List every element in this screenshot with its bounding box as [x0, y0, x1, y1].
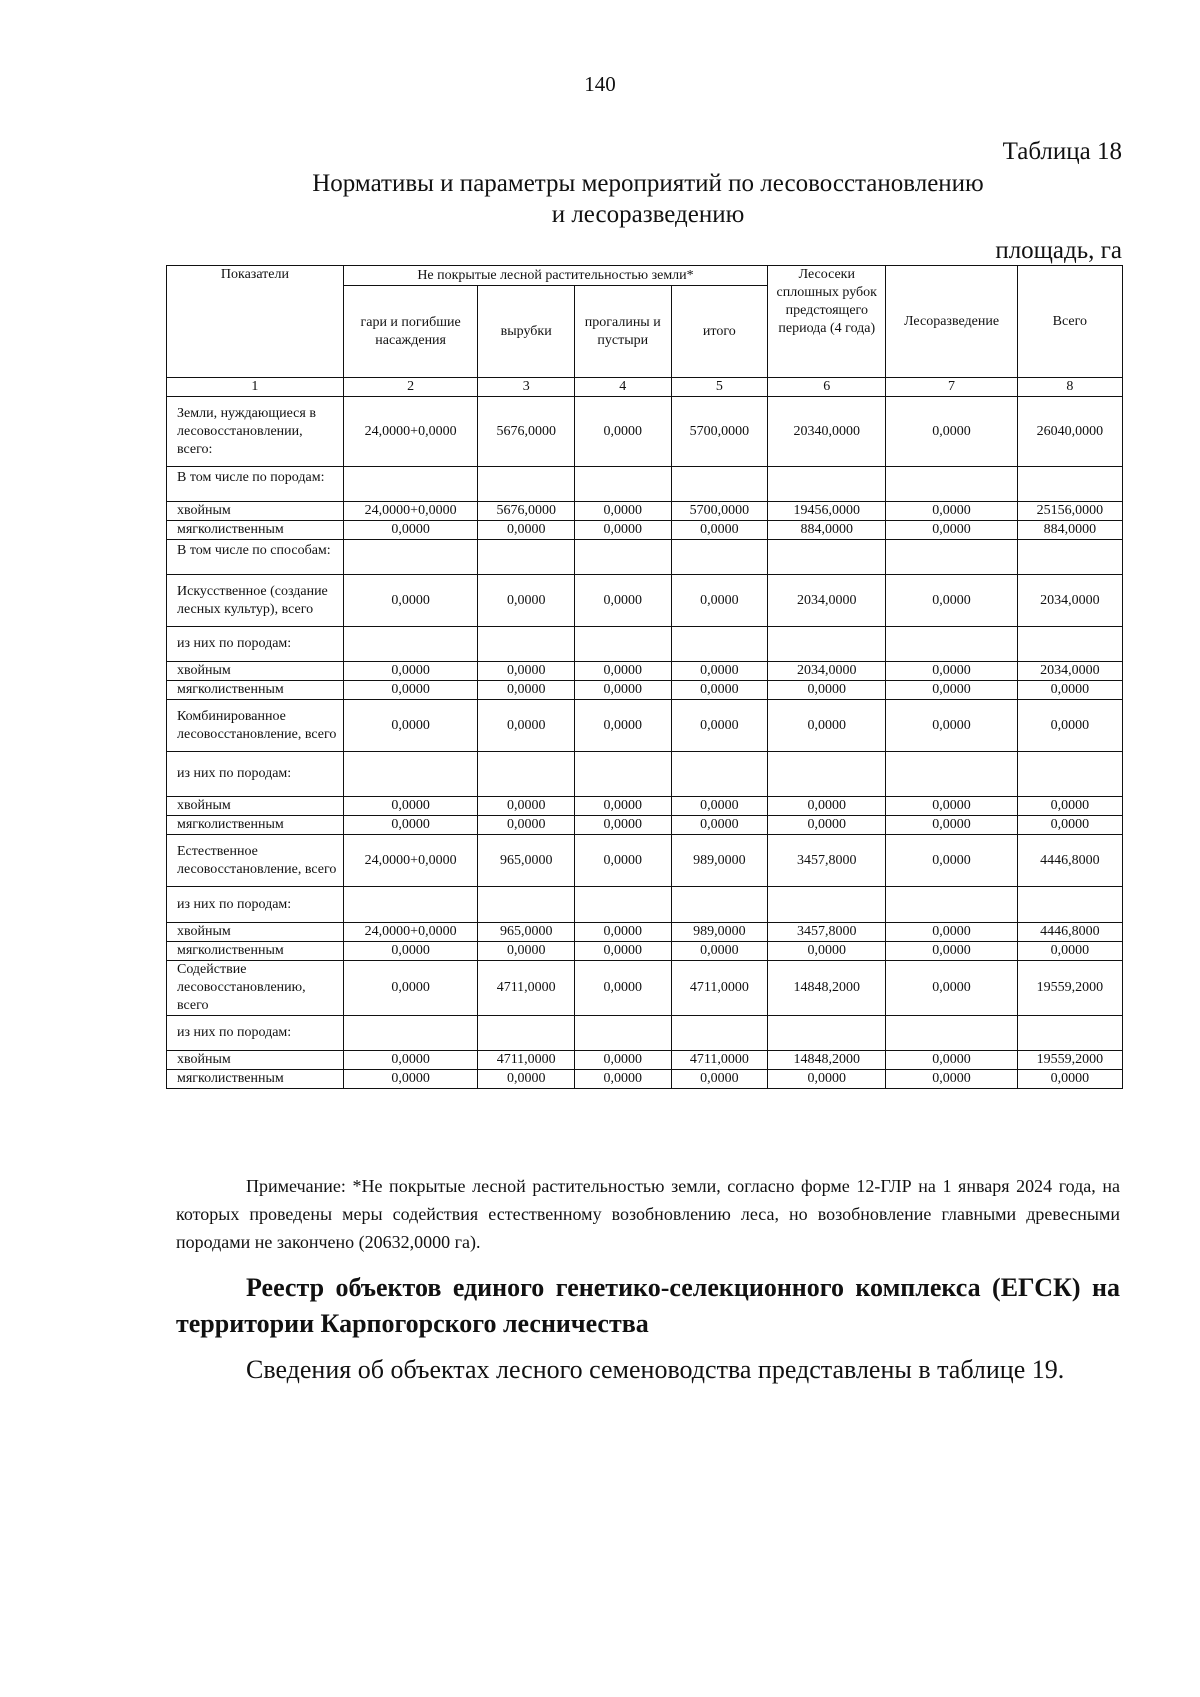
- page-number: 140: [584, 72, 616, 96]
- table-cell: 0,0000: [671, 1070, 768, 1089]
- row-label: из них по породам:: [167, 887, 344, 923]
- table-cell: [768, 627, 886, 662]
- table-cell: 0,0000: [671, 662, 768, 681]
- table-cell: 0,0000: [478, 797, 575, 816]
- table-cell: 0,0000: [343, 1070, 478, 1089]
- row-label: Содействие лесовосстановлению, всего: [167, 961, 344, 1016]
- header-grand-total: Всего: [1017, 266, 1122, 378]
- table-title-line-1: Нормативы и параметры мероприятий по лесовосстановлению: [312, 170, 984, 197]
- norms-table: [166, 265, 1123, 1089]
- table-cell: 0,0000: [886, 961, 1017, 1016]
- table-cell: [478, 627, 575, 662]
- table-cell: 19559,2000: [1017, 1051, 1122, 1070]
- table-cell: [343, 887, 478, 923]
- table-footnote: Примечание: *Не покрытые лесной растительностью земли, согласно форме 12-ГЛР на 1 января 2024 года, на которых проведены меры содействия естественному возобновлению леса, но возобновление главными древесными породами не закончено (20632,0000 га).: [176, 1176, 1120, 1252]
- table-cell: 0,0000: [478, 662, 575, 681]
- table-cell: [478, 887, 575, 923]
- table-cell: 0,0000: [478, 942, 575, 961]
- column-number: 5: [671, 378, 768, 397]
- column-number: 4: [574, 378, 671, 397]
- row-label: из них по породам:: [167, 752, 344, 797]
- row-label: мягколиственным: [167, 942, 344, 961]
- table-cell: [671, 627, 768, 662]
- table-cell: [1017, 540, 1122, 575]
- table-cell: 0,0000: [768, 700, 886, 752]
- table-cell: 0,0000: [343, 662, 478, 681]
- table-cell: [671, 467, 768, 502]
- table-row: [167, 575, 1123, 627]
- table-cell: 4711,0000: [671, 1051, 768, 1070]
- table-cell: 5676,0000: [478, 502, 575, 521]
- table-cell: 0,0000: [768, 797, 886, 816]
- table-cell: 14848,2000: [768, 1051, 886, 1070]
- table-cell: [343, 1016, 478, 1051]
- table-cell: [574, 887, 671, 923]
- table-cell: 989,0000: [671, 835, 768, 887]
- table-cell: 0,0000: [574, 397, 671, 467]
- table-cell: 0,0000: [574, 835, 671, 887]
- table-cell: 0,0000: [671, 575, 768, 627]
- table-cell: 0,0000: [886, 816, 1017, 835]
- body-paragraph: Сведения об объектах лесного семеноводства представлены в таблице 19.: [246, 1355, 1065, 1384]
- table-cell: [768, 540, 886, 575]
- row-label: мягколиственным: [167, 521, 344, 540]
- table-cell: [343, 467, 478, 502]
- table-cell: [478, 752, 575, 797]
- table-cell: 0,0000: [478, 700, 575, 752]
- table-cell: 884,0000: [768, 521, 886, 540]
- table-cell: 4711,0000: [478, 1051, 575, 1070]
- table-cell: 884,0000: [1017, 521, 1122, 540]
- table-cell: 0,0000: [886, 502, 1017, 521]
- table-title-line-2: и лесоразведению: [551, 201, 745, 228]
- table-row: [167, 397, 1123, 467]
- table-cell: [886, 1016, 1017, 1051]
- table-cell: 0,0000: [478, 816, 575, 835]
- table-cell: 0,0000: [886, 521, 1017, 540]
- column-number: 7: [886, 378, 1017, 397]
- table-cell: [1017, 887, 1122, 923]
- table-cell: 0,0000: [886, 797, 1017, 816]
- table-cell: 0,0000: [671, 942, 768, 961]
- header-clearcuts: вырубки: [478, 286, 575, 378]
- table-cell: [574, 467, 671, 502]
- row-label: хвойным: [167, 502, 344, 521]
- table-cell: 19559,2000: [1017, 961, 1122, 1016]
- table-row: [167, 662, 1123, 681]
- table-cell: 0,0000: [343, 797, 478, 816]
- row-label: хвойным: [167, 923, 344, 942]
- header-cutting-areas: Лесосеки сплошных рубок предстоящего периода (4 года): [768, 266, 886, 378]
- table-label: Таблица 18: [1002, 138, 1122, 165]
- table-cell: [343, 752, 478, 797]
- table-cell: 0,0000: [574, 816, 671, 835]
- table-row: [167, 942, 1123, 961]
- table-cell: 24,0000+0,0000: [343, 397, 478, 467]
- table-cell: 5700,0000: [671, 502, 768, 521]
- table-cell: 0,0000: [574, 961, 671, 1016]
- table-cell: [478, 1016, 575, 1051]
- table-cell: 0,0000: [343, 816, 478, 835]
- table-cell: 0,0000: [886, 397, 1017, 467]
- table-cell: [478, 540, 575, 575]
- table-cell: 989,0000: [671, 923, 768, 942]
- table-cell: [671, 540, 768, 575]
- table-cell: 965,0000: [478, 835, 575, 887]
- table-cell: 0,0000: [574, 575, 671, 627]
- table-cell: [768, 887, 886, 923]
- row-label: хвойным: [167, 797, 344, 816]
- column-number: 8: [1017, 378, 1122, 397]
- table-cell: 0,0000: [343, 681, 478, 700]
- table-cell: [671, 887, 768, 923]
- row-label: хвойным: [167, 662, 344, 681]
- table-cell: 19456,0000: [768, 502, 886, 521]
- table-cell: 2034,0000: [768, 662, 886, 681]
- table-row: [167, 467, 1123, 502]
- table-cell: 24,0000+0,0000: [343, 923, 478, 942]
- table-row: [167, 627, 1123, 662]
- header-afforestation: Лесоразведение: [886, 266, 1017, 378]
- table-row: [167, 923, 1123, 942]
- table-row: [167, 887, 1123, 923]
- table-cell: 0,0000: [1017, 700, 1122, 752]
- table-cell: 0,0000: [671, 816, 768, 835]
- table-row: [167, 752, 1123, 797]
- table-cell: 0,0000: [886, 923, 1017, 942]
- table-cell: [671, 1016, 768, 1051]
- table-cell: 25156,0000: [1017, 502, 1122, 521]
- unit-label: площадь, га: [995, 237, 1122, 264]
- table-cell: 24,0000+0,0000: [343, 835, 478, 887]
- table-cell: 0,0000: [1017, 942, 1122, 961]
- row-label: хвойным: [167, 1051, 344, 1070]
- table-cell: 0,0000: [886, 1051, 1017, 1070]
- table-cell: 0,0000: [574, 700, 671, 752]
- table-cell: 24,0000+0,0000: [343, 502, 478, 521]
- table-row: [167, 540, 1123, 575]
- table-cell: 4711,0000: [671, 961, 768, 1016]
- row-label: Земли, нуждающиеся в лесовосстановлении, всего:: [167, 397, 344, 467]
- table-cell: 0,0000: [671, 797, 768, 816]
- row-label: В том числе по породам:: [167, 467, 344, 502]
- table-cell: 0,0000: [671, 700, 768, 752]
- table-cell: 0,0000: [343, 700, 478, 752]
- table-cell: 0,0000: [343, 961, 478, 1016]
- table-cell: 5700,0000: [671, 397, 768, 467]
- column-number: 1: [167, 378, 344, 397]
- table-cell: 0,0000: [1017, 797, 1122, 816]
- table-cell: 0,0000: [478, 521, 575, 540]
- column-number: 6: [768, 378, 886, 397]
- table-cell: 0,0000: [886, 835, 1017, 887]
- table-row: [167, 835, 1123, 887]
- table-cell: [1017, 752, 1122, 797]
- table-row: [167, 700, 1123, 752]
- table-cell: 4446,8000: [1017, 923, 1122, 942]
- table-cell: 0,0000: [1017, 816, 1122, 835]
- table-cell: 2034,0000: [768, 575, 886, 627]
- table-cell: 0,0000: [343, 521, 478, 540]
- table-cell: 3457,8000: [768, 835, 886, 887]
- column-number: 2: [343, 378, 478, 397]
- row-label: Комбинированное лесовосстановление, всего: [167, 700, 344, 752]
- table-cell: [574, 752, 671, 797]
- header-burned: гари и погибшие насаждения: [343, 286, 478, 378]
- table-cell: [574, 1016, 671, 1051]
- table-cell: 0,0000: [886, 700, 1017, 752]
- table-cell: [886, 540, 1017, 575]
- table-cell: [1017, 1016, 1122, 1051]
- table-cell: 0,0000: [574, 942, 671, 961]
- table-cell: 0,0000: [886, 942, 1017, 961]
- table-cell: 0,0000: [1017, 1070, 1122, 1089]
- table-cell: 0,0000: [886, 1070, 1017, 1089]
- table-cell: 0,0000: [671, 521, 768, 540]
- table-cell: 4446,8000: [1017, 835, 1122, 887]
- table-cell: 5676,0000: [478, 397, 575, 467]
- table-cell: 0,0000: [768, 1070, 886, 1089]
- table-cell: 0,0000: [574, 502, 671, 521]
- row-label: Естественное лесовосстановление, всего: [167, 835, 344, 887]
- row-label: мягколиственным: [167, 681, 344, 700]
- row-label: мягколиственным: [167, 1070, 344, 1089]
- table-cell: 0,0000: [574, 797, 671, 816]
- column-number: 3: [478, 378, 575, 397]
- table-cell: 965,0000: [478, 923, 575, 942]
- header-indicators: Показатели: [167, 266, 344, 378]
- row-label: В том числе по способам:: [167, 540, 344, 575]
- table-cell: [768, 752, 886, 797]
- table-cell: 2034,0000: [1017, 662, 1122, 681]
- table-cell: 0,0000: [574, 681, 671, 700]
- table-cell: 0,0000: [671, 681, 768, 700]
- table-cell: 0,0000: [574, 923, 671, 942]
- table-cell: [343, 540, 478, 575]
- table-row: [167, 816, 1123, 835]
- table-cell: 0,0000: [343, 942, 478, 961]
- table-cell: 0,0000: [478, 681, 575, 700]
- table-row: [167, 681, 1123, 700]
- table-cell: [886, 887, 1017, 923]
- table-cell: [574, 540, 671, 575]
- table-cell: 0,0000: [1017, 681, 1122, 700]
- table-cell: 26040,0000: [1017, 397, 1122, 467]
- table-cell: [886, 752, 1017, 797]
- table-cell: [886, 467, 1017, 502]
- header-not-covered-lands: Не покрытые лесной растительностью земли*: [343, 266, 767, 286]
- table-cell: 0,0000: [886, 662, 1017, 681]
- header-subtotal: итого: [671, 286, 768, 378]
- table-cell: [478, 467, 575, 502]
- row-label: из них по породам:: [167, 627, 344, 662]
- table-cell: 0,0000: [574, 1070, 671, 1089]
- table-cell: 0,0000: [886, 681, 1017, 700]
- table-row: [167, 1016, 1123, 1051]
- table-cell: 0,0000: [478, 575, 575, 627]
- table-row: [167, 1070, 1123, 1089]
- table-title: [176, 168, 1120, 230]
- table-cell: 2034,0000: [1017, 575, 1122, 627]
- table-cell: 0,0000: [768, 816, 886, 835]
- table-cell: 3457,8000: [768, 923, 886, 942]
- table-cell: [768, 467, 886, 502]
- table-cell: 0,0000: [574, 1051, 671, 1070]
- table-cell: 0,0000: [574, 662, 671, 681]
- table-row: [167, 797, 1123, 816]
- table-cell: [1017, 627, 1122, 662]
- table-cell: 0,0000: [343, 575, 478, 627]
- table-cell: [574, 627, 671, 662]
- table-row: [167, 961, 1123, 1016]
- table-row: [167, 521, 1123, 540]
- table-cell: 0,0000: [768, 942, 886, 961]
- table-cell: [768, 1016, 886, 1051]
- table-row: [167, 502, 1123, 521]
- table-cell: 0,0000: [768, 681, 886, 700]
- table-cell: 0,0000: [886, 575, 1017, 627]
- table-cell: 0,0000: [574, 521, 671, 540]
- table-body: [167, 397, 1123, 1089]
- table-cell: 14848,2000: [768, 961, 886, 1016]
- table-cell: [343, 627, 478, 662]
- row-label: мягколиственным: [167, 816, 344, 835]
- table-row: [167, 1051, 1123, 1070]
- row-label: из них по породам:: [167, 1016, 344, 1051]
- table-cell: 0,0000: [478, 1070, 575, 1089]
- section-heading: Реестр объектов единого генетико-селекционного комплекса (ЕГСК) на территории Карпогорского лесничества: [176, 1273, 1120, 1338]
- table-cell: 20340,0000: [768, 397, 886, 467]
- table-cell: [886, 627, 1017, 662]
- table-cell: [671, 752, 768, 797]
- header-glades: прогалины и пустыри: [574, 286, 671, 378]
- table-cell: 0,0000: [343, 1051, 478, 1070]
- table-cell: [1017, 467, 1122, 502]
- table-cell: 4711,0000: [478, 961, 575, 1016]
- row-label: Искусственное (создание лесных культур), всего: [167, 575, 344, 627]
